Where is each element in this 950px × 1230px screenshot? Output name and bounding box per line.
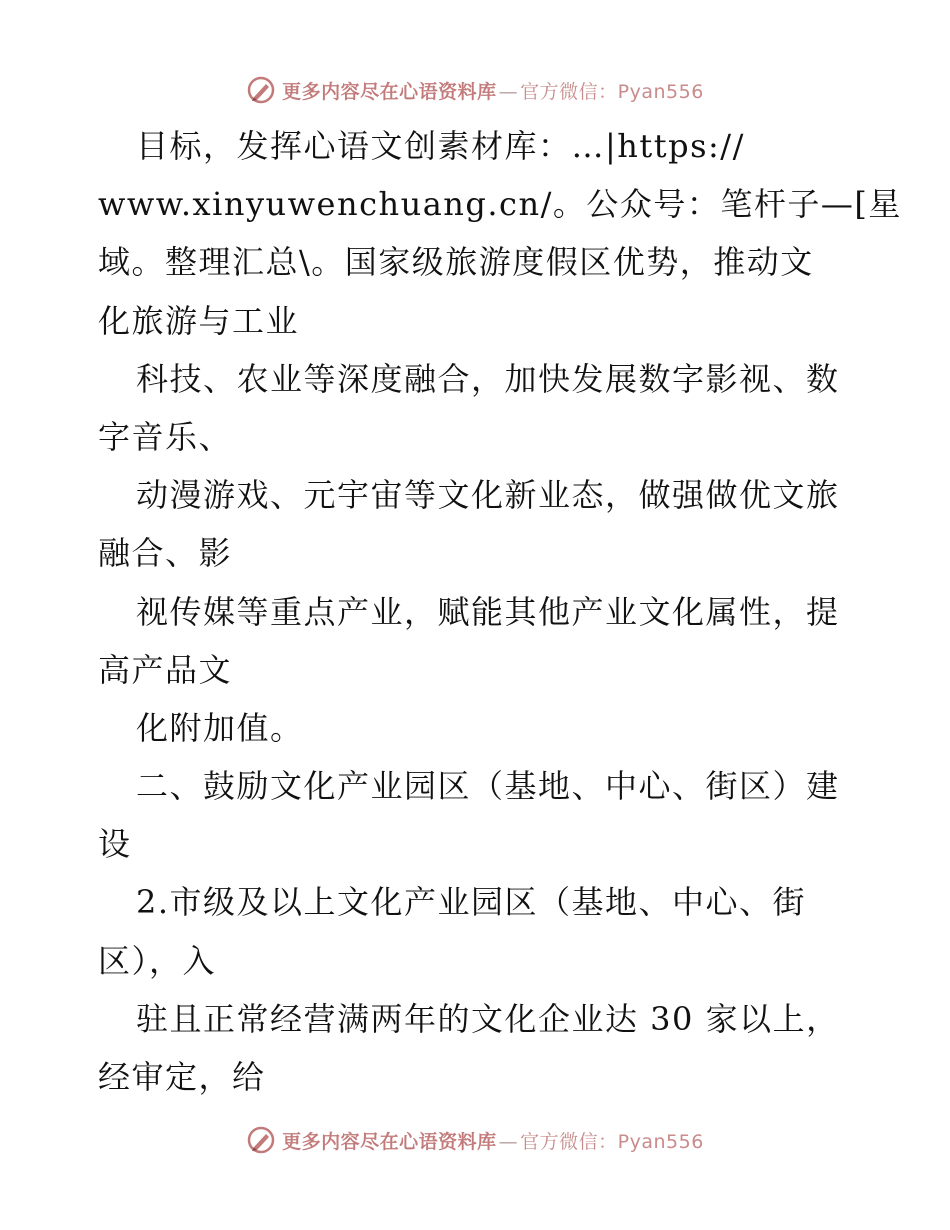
- pen-logo-icon: [246, 75, 276, 105]
- watermark-separator: —: [498, 80, 519, 103]
- watermark-brand: 更多内容尽在心语资料库: [282, 80, 497, 103]
- watermark-text: [282, 1127, 704, 1154]
- text-line: 域。整理汇总\。国家级旅游度假区优势，推动文: [98, 243, 814, 282]
- pen-logo-icon: [246, 1125, 276, 1155]
- text-line: 动漫游戏、元宇宙等文化新业态，做强做优文旅: [136, 476, 840, 515]
- text-line: 科技、农业等深度融合，加快发展数字影视、数: [136, 359, 840, 398]
- header-watermark: [0, 70, 950, 110]
- watermark-brand: 更多内容尽在心语资料库: [282, 1130, 497, 1153]
- text-line: 区），入: [98, 941, 217, 980]
- document-body: [98, 117, 902, 1106]
- text-line: 目标，发挥心语文创素材库：…|https://: [136, 127, 745, 165]
- text-line: 2.市级及以上文化产业园区（基地、中心、街: [136, 883, 807, 922]
- text-line: 化旅游与工业: [98, 301, 300, 340]
- watermark-text: [282, 77, 704, 104]
- text-line: 视传媒等重点产业，赋能其他产业文化属性，提: [136, 592, 840, 631]
- text-line: 字音乐、: [98, 417, 233, 456]
- text-line: 高产品文: [98, 650, 233, 689]
- text-line: www.xinyuwenchuang.cn/。公众号：笔杆子—[星: [98, 185, 902, 224]
- watermark-contact: 官方微信：Pyan556: [520, 80, 704, 103]
- text-line: 经审定，给: [98, 1058, 266, 1096]
- footer-watermark: [0, 1120, 950, 1160]
- text-line: 融合、影: [98, 534, 233, 573]
- text-line: 化附加值。: [136, 708, 304, 747]
- section-heading-line: 二、鼓励文化产业园区（基地、中心、街区）建: [136, 767, 840, 806]
- text-line: 驻且正常经营满两年的文化企业达 30 家以上，: [136, 999, 840, 1038]
- watermark-contact: 官方微信：Pyan556: [520, 1130, 704, 1153]
- text-line: 设: [98, 825, 132, 864]
- watermark-separator: —: [498, 1130, 519, 1153]
